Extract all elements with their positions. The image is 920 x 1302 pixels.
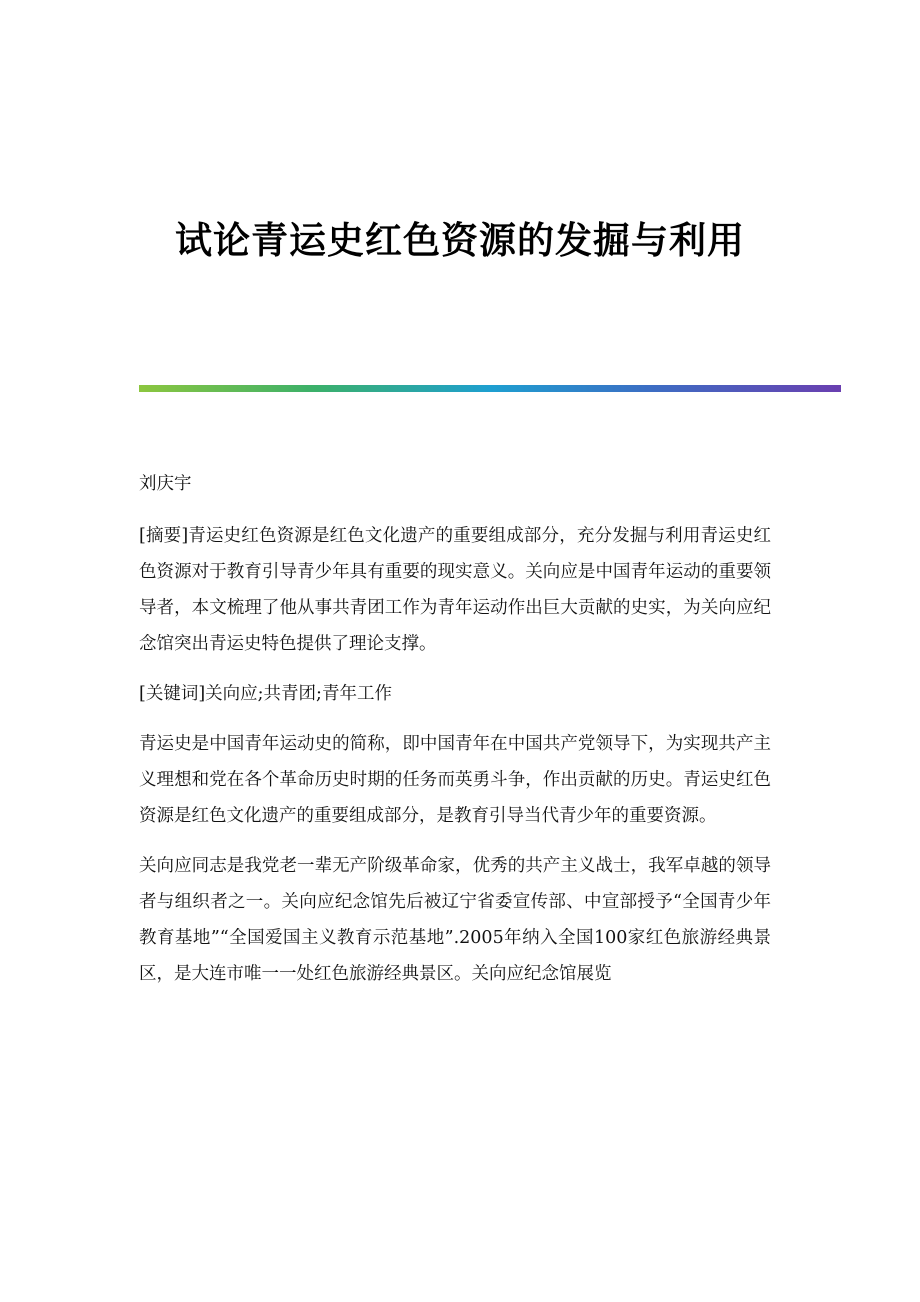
document-body xyxy=(139,466,771,1006)
keywords-paragraph: [关键词]关向应;共青团;青年工作 xyxy=(139,684,392,704)
body-paragraph-2: 关向应同志是我党老一辈无产阶级革命家，优秀的共产主义战士，我军卓越的领导者与组织者之一。关向应纪念馆先后被辽宁省委宣传部、中宣部授予“全国青少年教育基地”“全国爱国主义教育示范基地”.2005年纳入全国100家红色旅游经典景区，是大连市唯一一处红色旅游经典景区。关向应纪念馆展览 xyxy=(139,856,771,984)
body-paragraph-1: 青运史是中国青年运动史的简称，即中国青年在中国共产党领导下，为实现共产主义理想和党在各个革命历史时期的任务而英勇斗争，作出贡献的历史。青运史红色资源是红色文化遗产的重要组成部分，是教育引导当代青少年的重要资源。 xyxy=(139,734,771,826)
document-title: 试论青运史红色资源的发掘与利用 xyxy=(175,218,745,262)
gradient-divider xyxy=(139,385,841,392)
author-name: 刘庆宇 xyxy=(139,474,192,494)
abstract-paragraph: [摘要]青运史红色资源是红色文化遗产的重要组成部分，充分发掘与利用青运史红色资源对于教育引导青少年具有重要的现实意义。关向应是中国青年运动的重要领导者，本文梳理了他从事共青团工作为青年运动作出巨大贡献的史实，为关向应纪念馆突出青运史特色提供了理论支撑。 xyxy=(139,526,771,654)
